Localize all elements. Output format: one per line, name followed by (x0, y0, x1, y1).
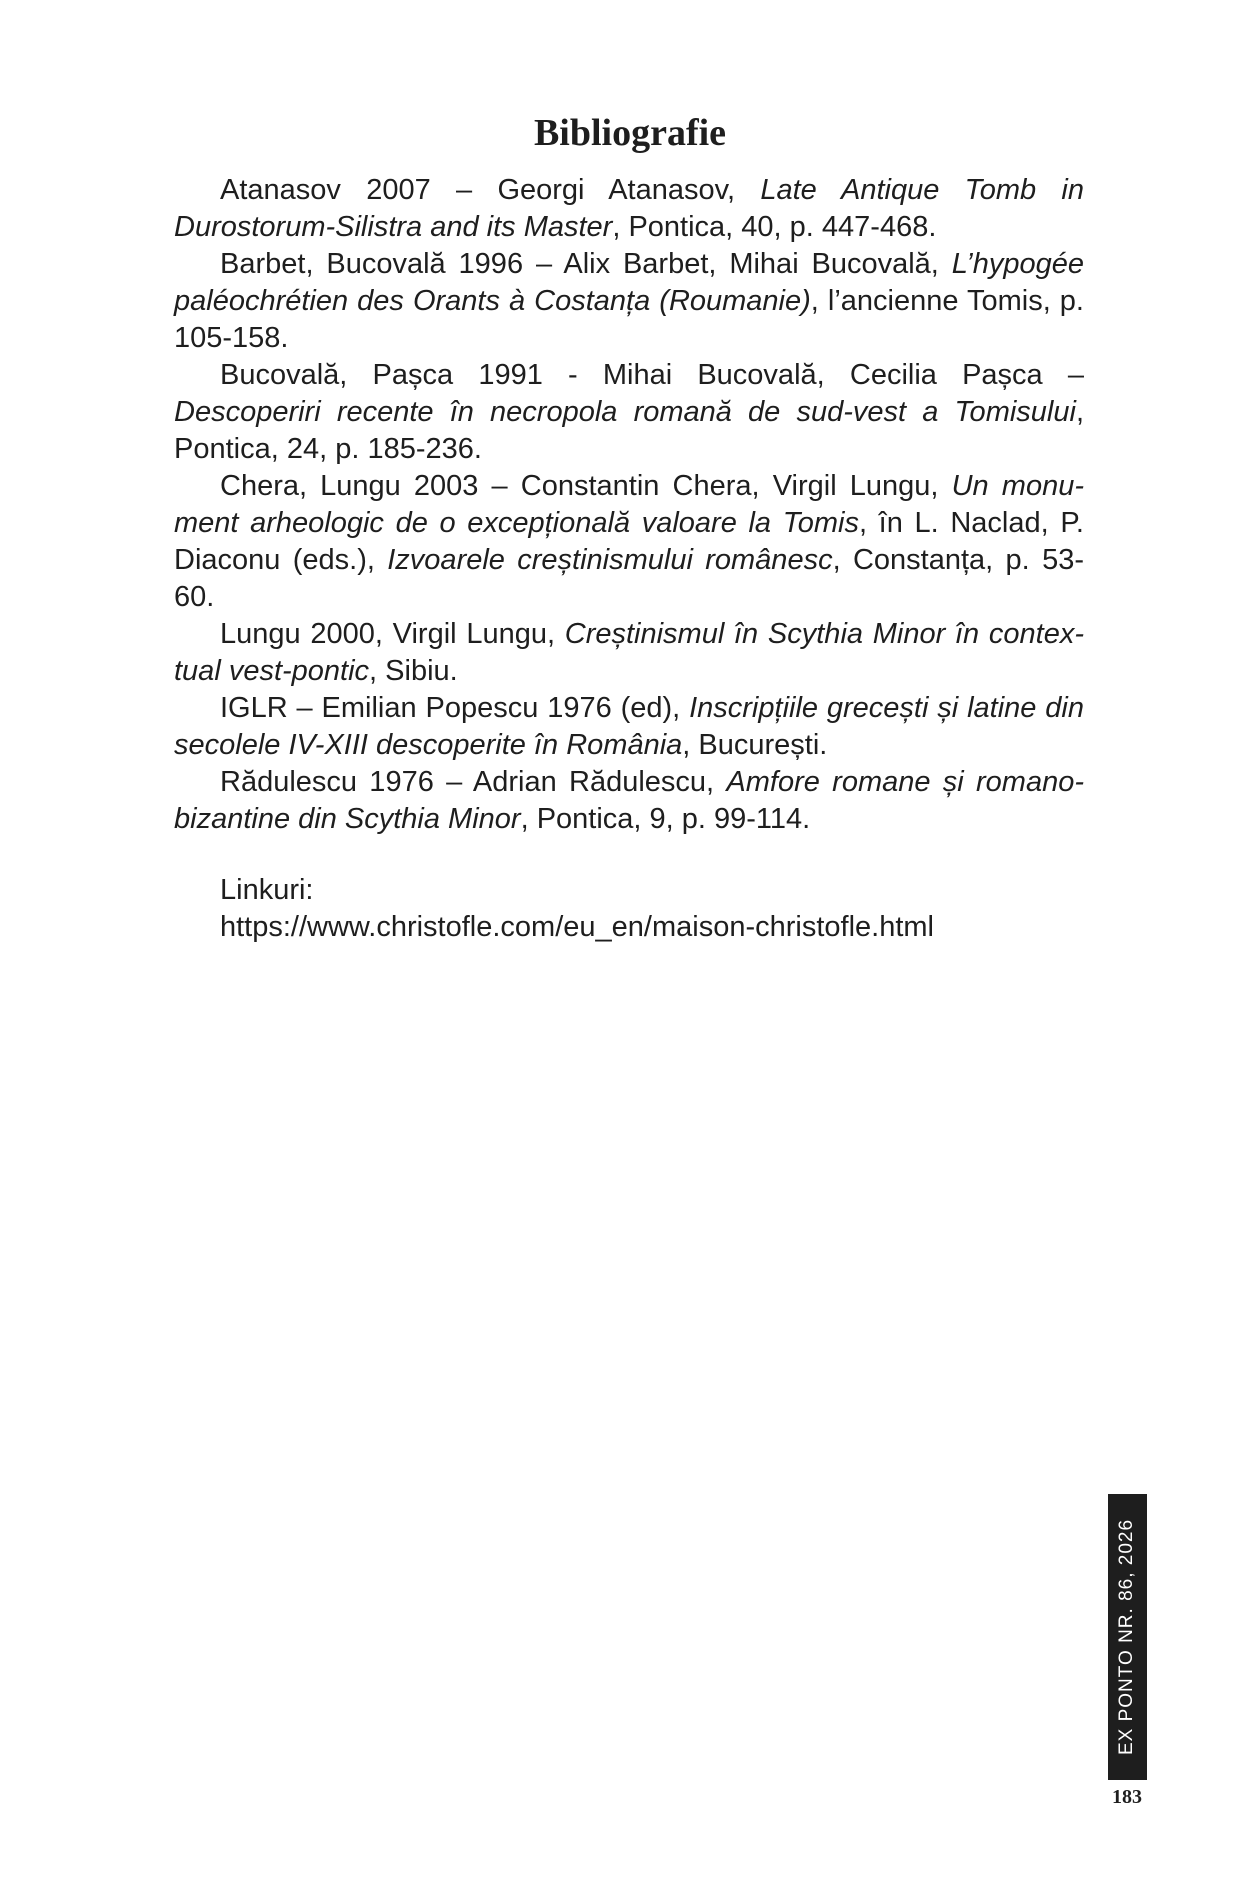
reference-entry: Lungu 2000, Virgil Lungu, Creștinismul în Scythia Minor în contextual vest-pontic, Sibiu. (174, 618, 1084, 687)
journal-issue-label: EX PONTO NR. 86, 2026 (1116, 1518, 1137, 1756)
reference-entry: Barbet, Bucovală 1996 – Alix Barbet, Mihai Bucovală, L’hypogée paléochrétien des Orants à Costanța (Roumanie), l’ancienne Tomis, p. 105-158. (174, 248, 1084, 354)
links-section (220, 872, 934, 946)
reference-entry: Atanasov 2007 – Georgi Atanasov, Late Antique Tomb in Durostorum-Silistra and its Master, Pontica, 40, p. 447-468. (174, 174, 1084, 243)
reference-entry: Rădulescu 1976 – Adrian Rădulescu, Amfore romane și romano-bizantine din Scythia Minor, Pontica, 9, p. 99-114. (174, 766, 1084, 835)
reference-entry: Chera, Lungu 2003 – Constantin Chera, Virgil Lungu, Un monument arheologic de o excepțională valoare la Tomis, în L. Naclad, P. Diaconu (eds.), Izvoarele creștinismului românesc, Constanța, p. 53-60. (174, 470, 1084, 613)
bibliography-list (174, 172, 1084, 838)
reference-entry: IGLR – Emilian Popescu 1976 (ed), Inscripțiile grecești și latine din secolele IV-XIII descoperite în România, București. (174, 692, 1084, 761)
links-label: Linkuri: (220, 874, 314, 906)
page-title: Bibliografie (533, 112, 727, 154)
page-number: 183 (1112, 1786, 1142, 1808)
link-url[interactable]: https://www.christofle.com/eu_en/maison-christofle.html (220, 911, 934, 943)
reference-entry: Bucovală, Pașca 1991 - Mihai Bucovală, Cecilia Pașca – Descoperiri recente în necropola romană de sud-vest a Tomisului, Pontica, 24, p. 185-236. (174, 359, 1084, 465)
